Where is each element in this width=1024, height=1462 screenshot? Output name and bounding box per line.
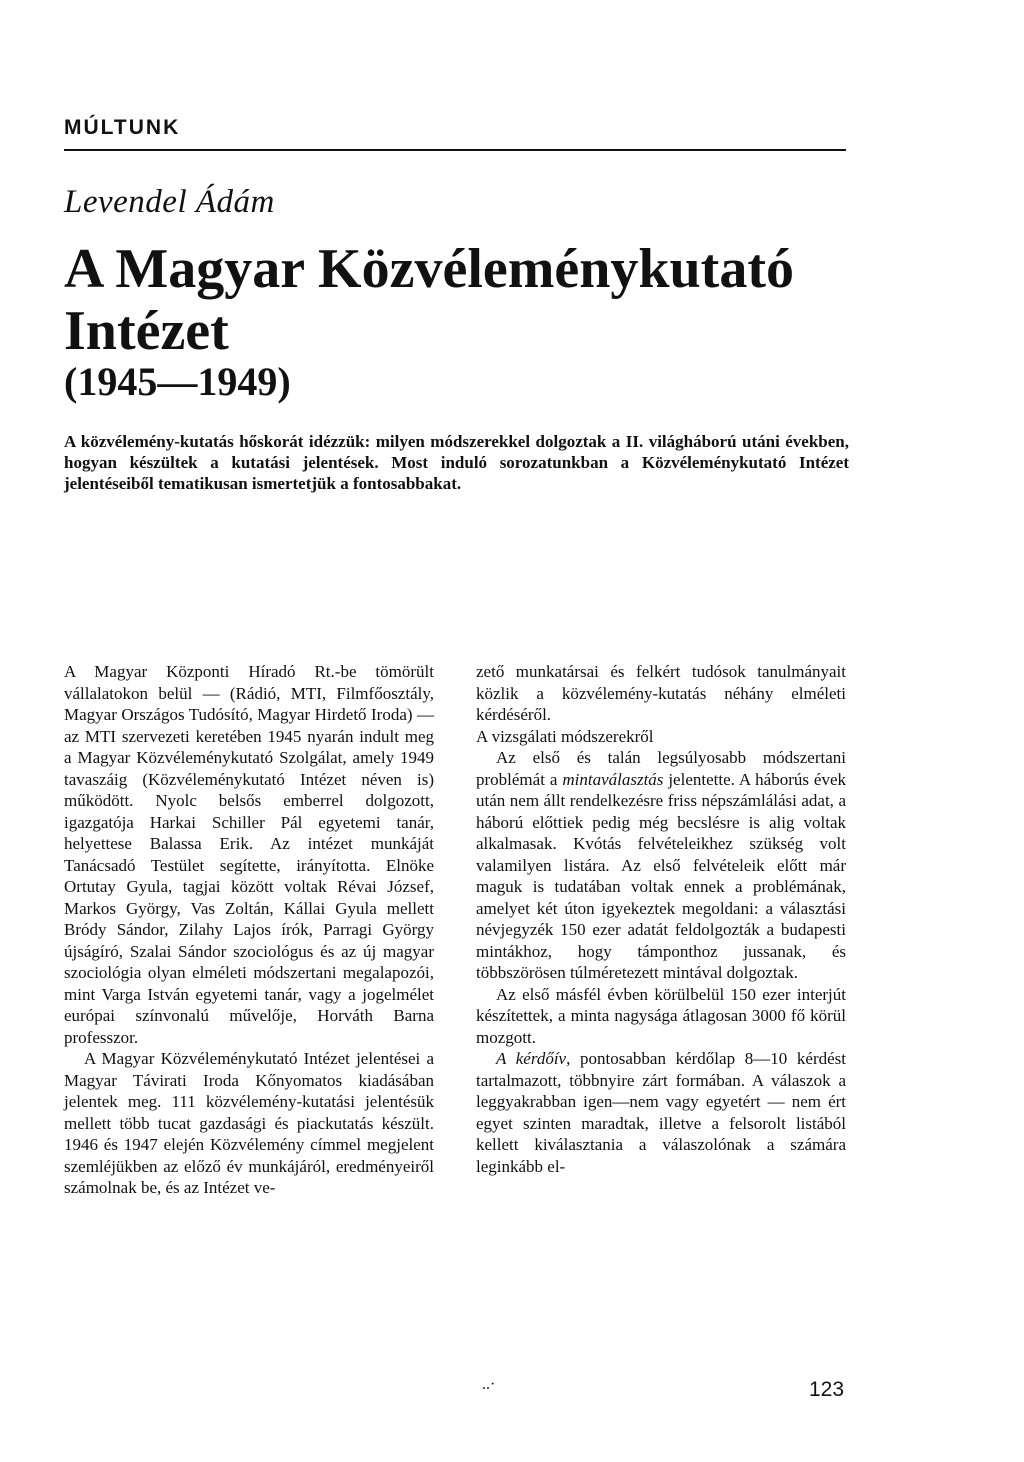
article-title <box>64 238 944 362</box>
right-paragraph-4 <box>476 1048 846 1177</box>
right-paragraph-3: Az első másfél évben körülbelül 150 ezer interjút készítettek, a minta nagysága átlagosan 3000 fő körül mozgott. <box>476 984 846 1047</box>
page-number: 123 <box>809 1378 845 1401</box>
section-subheading: A vizsgálati módszerekről <box>476 726 654 746</box>
print-mark: ..· <box>482 1376 496 1393</box>
title-line-1: A Magyar Közvéleménykutató <box>64 238 794 300</box>
right-column <box>476 661 846 1177</box>
left-column <box>64 661 434 1199</box>
title-line-2: Intézet <box>64 300 229 362</box>
left-paragraph-2: A Magyar Közvéleménykutató Intézet jelentései a Magyar Távirati Iroda Kőnyomatos kiadásában jelentek meg. 111 közvélemény-kutatási jelentésük mellett több tucat gazdasági és piackutatás készült. 1946 és 1947 elején Közvélemény címmel megjelent szemléjükben az előző év munkájáról, eredményeiről számolnak be, és az Intézet ve- <box>64 1049 434 1197</box>
left-paragraph-1: A Magyar Központi Híradó Rt.-be tömörült vállalatokon belül — (Rádió, MTI, Filmfőosztály, Magyar Országos Tudósító, Magyar Hirdető Iroda) — az MTI szervezeti keretében 1945 nyarán indult meg a Magyar Közvéleménykutató Szolgálat, amely 1949 tavaszáig (Közvéleménykutató Intézet néven is) működött. Nyolc belsős emberrel dolgozott, igazgatója Harkai Schiller Pál egyetemi tanár, helyettese Balassa Erik. Az intézet munkáját Tanácsadó Testület segítette, irányította. Elnöke Ortutay Gyula, tagjai között voltak Révai József, Markos György, Vas Zoltán, Kállai Gyula mellett Bródy Sándor, Zilahy Lajos írók, Parragi György újságíró, Szalai Sándor szociológus és az új magyar szociológia olyan elméleti módszertani megalapozói, mint Varga István egyetemi tanár, vagy a jogelmélet európai színvonalú művelője, Horváth Barna professzor. <box>64 662 434 1047</box>
emphasis-kerdoiv: A kérdőív <box>496 1049 567 1068</box>
paragraph-text: jelentette. A háborús évek után nem állt rendelkezésre friss népszámlálási adat, a háború előttiek pedig még becslésre is alig voltak alkalmasak. Kvótás felvételeikhez szükség volt valamilyen listára. Az első felvételeik előtt már maguk is tudatában voltak ennek a problémának, amelyet két úton igyekeztek megoldani: a választási névjegyzék 150 ezer adatát feldolgozták a budapesti mintákhoz, hogy támponthoz jussanak, és többszörösen túlméretezett mintával dolgoztak. <box>476 769 846 982</box>
paragraph-text: , pontosabban kérdőlap 8—10 kérdést tartalmazott, többnyire zárt formában. A válaszok a leggyakrabban igen—nem vagy egyetért — nem ért egyet szinten maradtak, illetve a felsorolt listából kellett kiválasztania a válaszolónak a számára leginkább el- <box>476 1049 847 1176</box>
paragraph-text: Az első és talán legsúlyosabb módszertani problémát a <box>476 748 846 789</box>
lead-paragraph: A közvélemény-kutatás hőskorát idézzük: milyen módszerekkel dolgoztak a II. világháború utáni években, hogyan készültek a kutatási jelentések. Most induló sorozatunkban a Közvéleménykutató Intézet jelentéseiből tematikusan ismertetjük a fontosabbakat. <box>64 432 849 493</box>
right-paragraph-2 <box>476 747 846 984</box>
author-name: Levendel Ádám <box>64 184 275 220</box>
emphasis-mintavalasztas: mintaválasztás <box>562 769 664 789</box>
header-rule <box>64 149 846 151</box>
article-years: (1945—1949) <box>64 359 291 404</box>
section-label: MÚLTUNK <box>64 116 181 139</box>
right-paragraph-1: zető munkatársai és felkért tudósok tanulmányait közlik a közvélemény-kutatás néhány elméleti kérdéséről. <box>476 662 846 724</box>
